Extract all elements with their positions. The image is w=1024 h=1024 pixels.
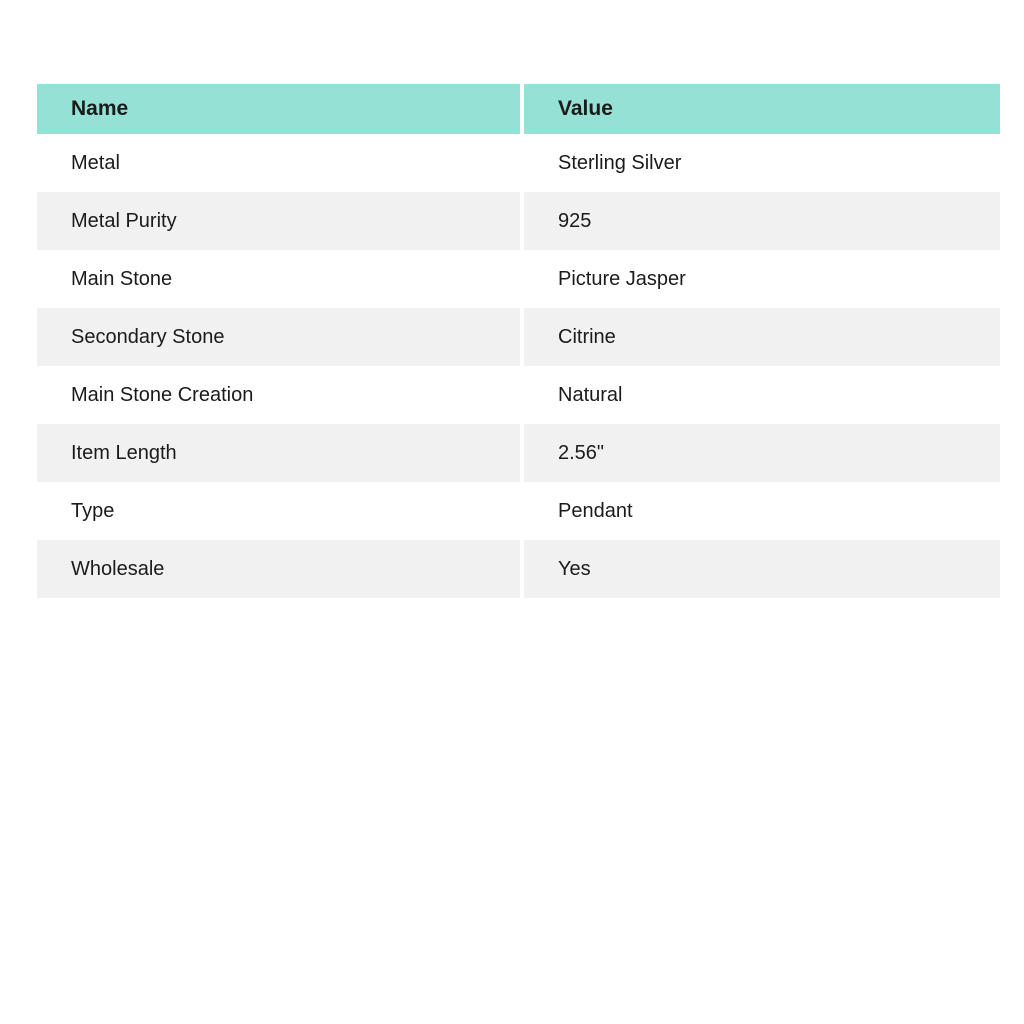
table-row <box>37 482 1000 540</box>
header-value-cell: Value <box>558 97 613 120</box>
attribute-value-cell: Citrine <box>558 325 616 348</box>
attribute-value-cell: Sterling Silver <box>558 151 682 174</box>
table-header-row <box>37 84 1000 134</box>
attribute-name-cell: Secondary Stone <box>37 308 524 366</box>
attribute-value-cell: Picture Jasper <box>558 267 686 290</box>
attribute-name-cell: Main Stone Creation <box>37 366 524 424</box>
table-row <box>37 366 1000 424</box>
attribute-name-cell: Item Length <box>37 424 524 482</box>
table-row <box>37 308 1000 366</box>
attribute-value-cell: Pendant <box>558 499 633 522</box>
table-row <box>37 250 1000 308</box>
table-row <box>37 424 1000 482</box>
table-row <box>37 540 1000 598</box>
attribute-value-cell: 925 <box>558 209 592 232</box>
table-body <box>37 134 1000 598</box>
spec-table <box>37 84 1000 598</box>
attribute-name-cell: Type <box>37 482 524 540</box>
attribute-value-cell: 2.56" <box>558 441 605 464</box>
attribute-name-cell: Metal Purity <box>37 192 524 250</box>
attribute-value-cell: Yes <box>558 557 591 580</box>
attribute-name-cell: Wholesale <box>37 540 524 598</box>
attribute-value-cell: Natural <box>558 383 623 406</box>
attribute-name-cell: Metal <box>37 134 524 192</box>
header-name-cell: Name <box>37 84 524 134</box>
table-row <box>37 134 1000 192</box>
table-row <box>37 192 1000 250</box>
attribute-name-cell: Main Stone <box>37 250 524 308</box>
